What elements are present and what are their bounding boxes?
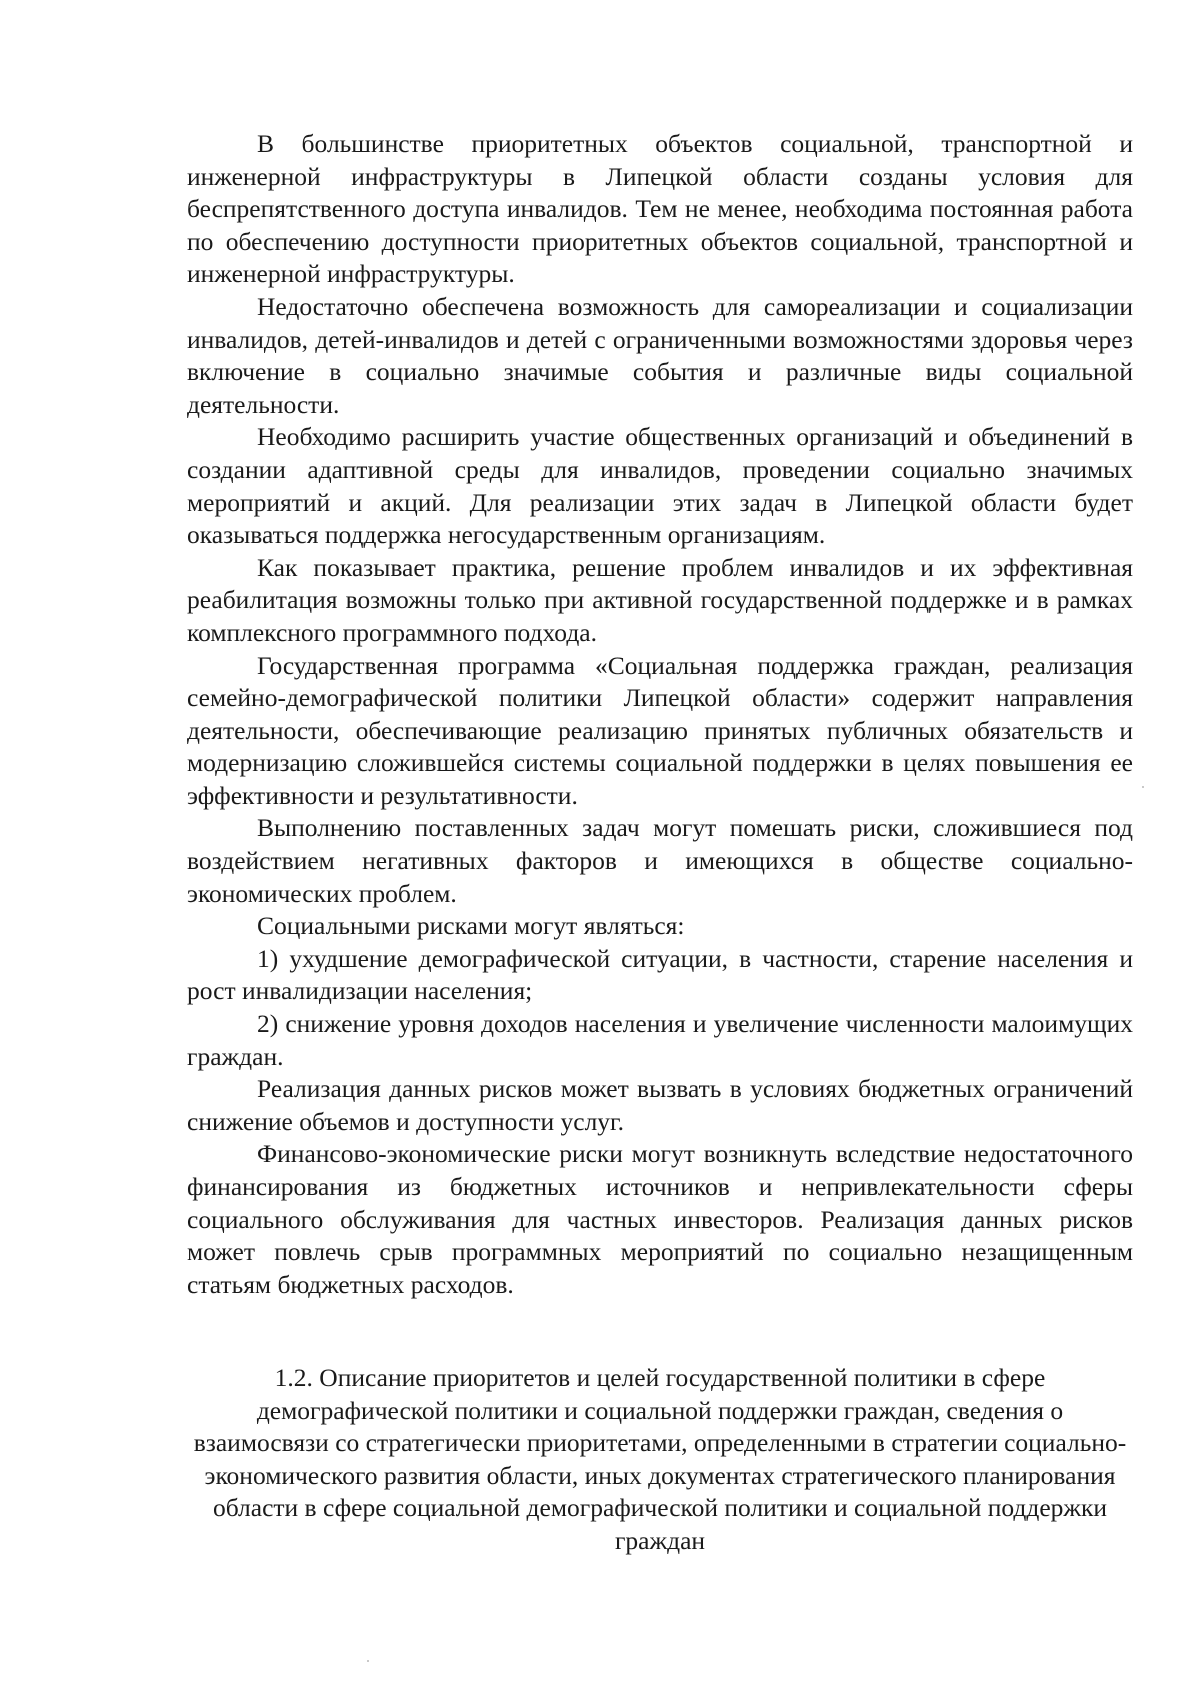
body-text: [187, 128, 1133, 1301]
paragraph: Необходимо расширить участие общественных организаций и объединений в создании адаптивной среды для инвалидов, проведении социально значимых мероприятий и акций. Для реализации этих задач в Липецкой области будет оказываться поддержка негосударственным организациям.: [187, 422, 1133, 550]
paragraph: Социальными рисками могут являться:: [257, 911, 685, 941]
list-item: 1) ухудшение демографической ситуации, в частности, старение населения и рост инвалидизации населения;: [187, 943, 1133, 1006]
scan-speck: [1142, 786, 1144, 788]
paragraph: В большинстве приоритетных объектов социальной, транспортной и инженерной инфраструктуры в Липецкой области созданы условия для беспрепятственного доступа инвалидов. Тем не менее, необходима постоянная работа по обеспечению доступности приоритетных объектов социальной, транспортной и инженерной инфраструктуры.: [187, 129, 1133, 289]
paragraph: Недостаточно обеспечена возможность для самореализации и социализации инвалидов, детей-инвалидов и детей с ограниченными возможностями здоровья через включение в социально значимые события и различные виды социальной деятельности.: [187, 291, 1133, 419]
list-item: 2) снижение уровня доходов населения и увеличение численности малоимущих граждан.: [187, 1009, 1133, 1071]
section-heading: 1.2. Описание приоритетов и целей государственной политики в сфере демографической политики и социальной поддержки граждан, сведения о взаимосвязи со стратегически приоритетами, определенными в стратегии социально-экономического развития области, иных документах стратегического планирования области в сфере социальной демографической политики и социальной поддержки граждан: [193, 1363, 1127, 1555]
scan-speck: [367, 1660, 369, 1662]
paragraph: Государственная программа «Социальная поддержка граждан, реализация семейно-демографической политики Липецкой области» содержит направления деятельности, обеспечивающие реализацию принятых публичных обязательств и модернизацию сложившейся системы социальной поддержки в целях повышения ее эффективности и результативности.: [187, 650, 1133, 810]
paragraph: Реализация данных рисков может вызвать в условиях бюджетных ограничений снижение объемов и доступности услуг.: [187, 1074, 1133, 1136]
paragraph: Как показывает практика, решение проблем инвалидов и их эффективная реабилитация возможны только при активной государственной поддержке и в рамках комплексного программного подхода.: [187, 552, 1133, 647]
paragraph: Финансово-экономические риски могут возникнуть вследствие недостаточного финансирования из бюджетных источников и непривлекательности сферы социального обслуживания для частных инвесторов. Реализация данных рисков может повлечь срыв программных мероприятий по социально незащищенным статьям бюджетных расходов.: [187, 1139, 1133, 1299]
paragraph: Выполнению поставленных задач могут помешать риски, сложившиеся под воздействием негативных факторов и имеющихся в обществе социально-экономических проблем.: [187, 813, 1133, 908]
